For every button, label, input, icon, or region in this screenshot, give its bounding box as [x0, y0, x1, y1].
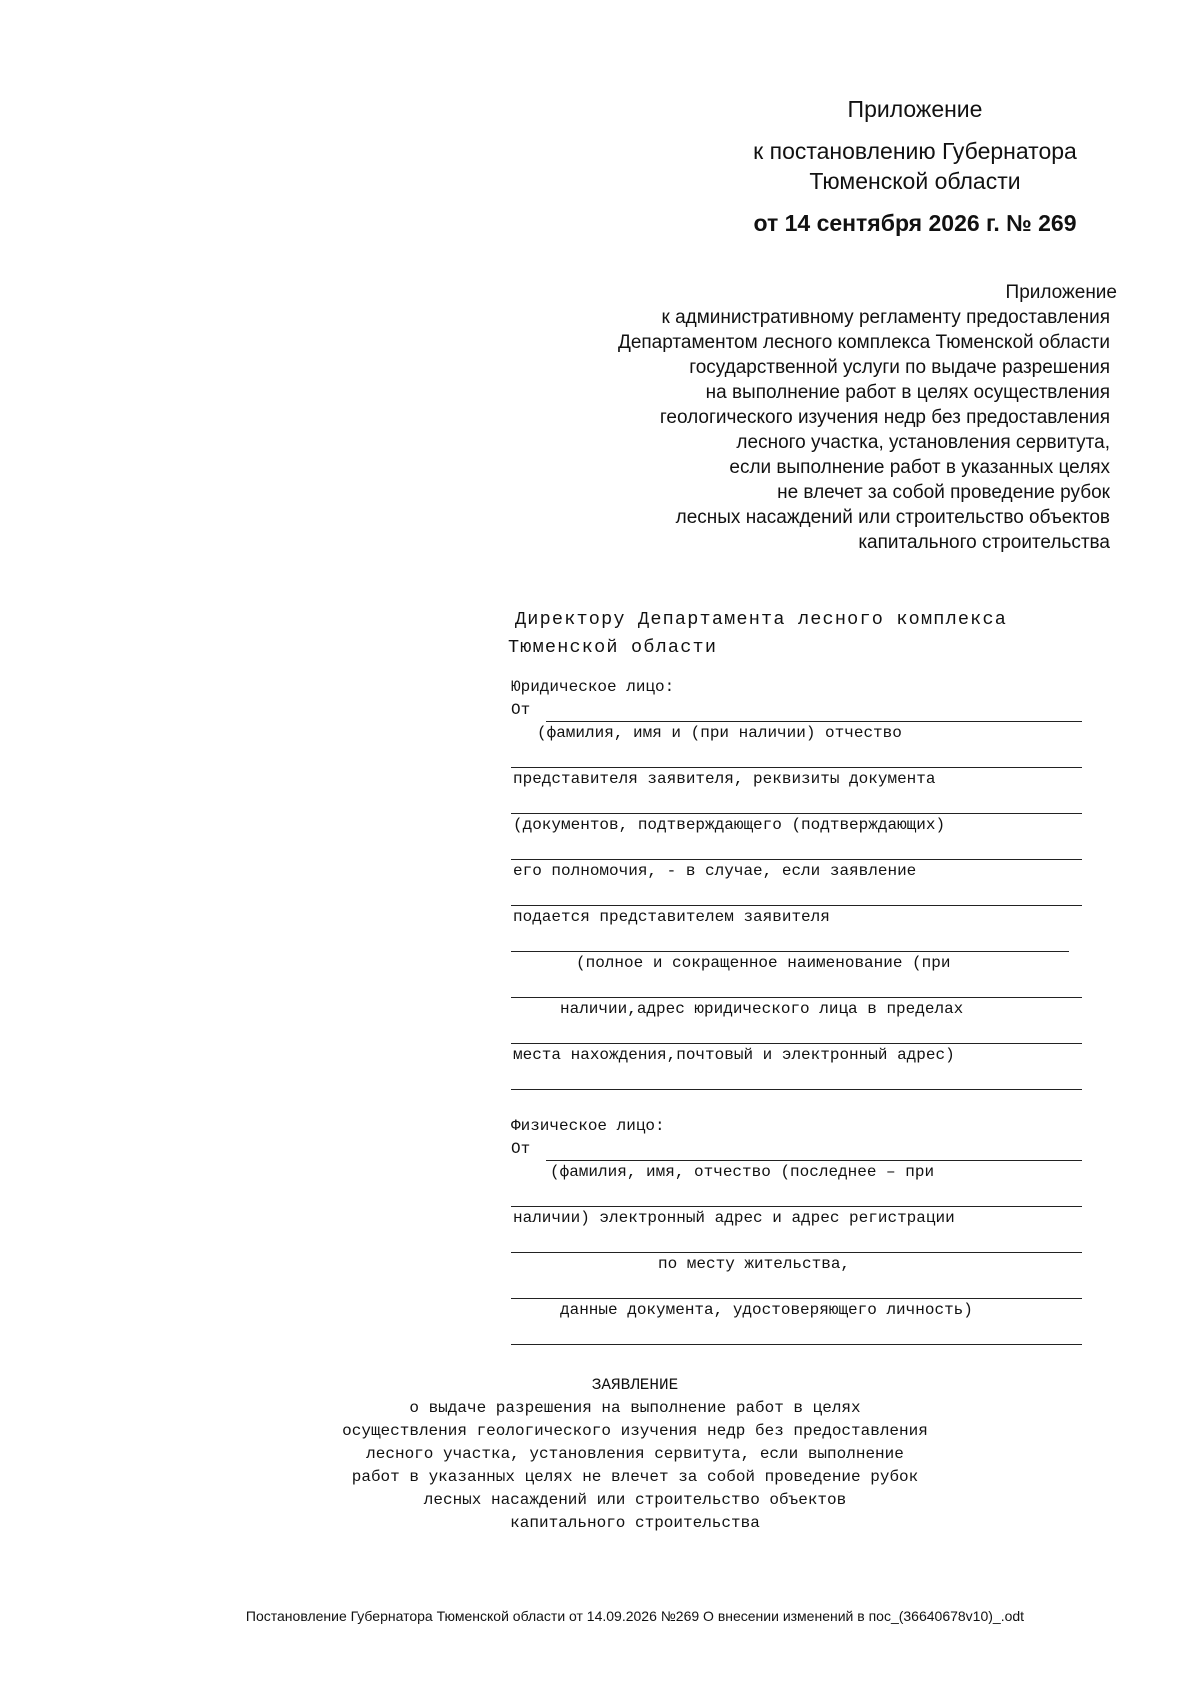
- addressee-line: Директору Департамента лесного комплекса: [515, 609, 1008, 630]
- field-hint: по месту жительства,: [658, 1255, 851, 1273]
- legal-entity-name-field[interactable]: [546, 721, 1082, 722]
- statement-line: лесных насаждений или строительство объектов: [423, 1491, 847, 1509]
- appendix-region-line: Тюменской области: [809, 168, 1021, 194]
- statement-line: капитального строительства: [510, 1514, 760, 1532]
- legal-entity-field-line[interactable]: [511, 997, 1082, 998]
- regulation-line: Департаментом лесного комплекса Тюменской области: [617, 332, 1110, 353]
- field-hint: места нахождения,почтовый и электронный адрес): [513, 1046, 955, 1064]
- legal-entity-field-line[interactable]: [511, 813, 1082, 814]
- statement-title: ЗАЯВЛЕНИЕ: [591, 1376, 679, 1394]
- individual-field-line[interactable]: [511, 1344, 1082, 1345]
- field-hint: (фамилия, имя, отчество (последнее – при: [550, 1163, 935, 1181]
- legal-entity-field-line[interactable]: [511, 1043, 1082, 1044]
- individual-name-field[interactable]: [546, 1160, 1082, 1161]
- document-footer: Постановление Губернатора Тюменской области от 14.09.2026 №269 О внесении изменений в пос_(36640678v10)_.odt: [245, 1608, 1025, 1624]
- individual-field-line[interactable]: [511, 1206, 1082, 1207]
- field-hint: (фамилия, имя и (при наличии) отчество: [537, 724, 902, 742]
- individual-field-line[interactable]: [511, 1298, 1082, 1299]
- legal-entity-field-line[interactable]: [511, 905, 1082, 906]
- regulation-line: на выполнение работ в целях осуществления: [705, 382, 1110, 403]
- appendix-date-line: от 14 сентября 2026 г. № 269: [753, 210, 1077, 236]
- legal-entity-field-line[interactable]: [511, 859, 1082, 860]
- legal-entity-field-line[interactable]: [511, 1089, 1082, 1090]
- legal-entity-from-label: От: [511, 701, 531, 719]
- statement-line: работ в указанных целях не влечет за собой проведение рубок: [351, 1468, 919, 1486]
- regulation-title: Приложение: [1005, 282, 1117, 303]
- field-hint: (полное и сокращенное наименование (при: [576, 954, 951, 972]
- individual-from-label: От: [511, 1140, 531, 1158]
- statement-line: о выдаче разрешения на выполнение работ в целях: [409, 1399, 861, 1417]
- regulation-line: к административному регламенту предоставления: [661, 307, 1110, 328]
- appendix-decree-line: к постановлению Губернатора: [753, 138, 1077, 164]
- field-hint: наличии,адрес юридического лица в пределах: [560, 1000, 964, 1018]
- regulation-line: государственной услуги по выдаче разрешения: [689, 357, 1110, 378]
- regulation-line: геологического изучения недр без предоставления: [659, 407, 1110, 428]
- field-hint: (документов, подтверждающего (подтверждающих): [513, 816, 946, 834]
- field-hint: представителя заявителя, реквизиты документа: [513, 770, 936, 788]
- addressee-line: Тюменской области: [508, 637, 718, 658]
- legal-entity-field-line[interactable]: [511, 951, 1069, 952]
- regulation-line: лесного участка, установления сервитута,: [736, 432, 1110, 453]
- statement-line: осуществления геологического изучения недр без предоставления: [342, 1422, 928, 1440]
- regulation-line: если выполнение работ в указанных целях: [729, 457, 1110, 478]
- individual-heading: Физическое лицо:: [511, 1117, 665, 1135]
- regulation-line: не влечет за собой проведение рубок: [777, 482, 1110, 503]
- field-hint: данные документа, удостоверяющего личность): [560, 1301, 973, 1319]
- appendix-title: Приложение: [847, 96, 983, 122]
- statement-line: лесного участка, установления сервитута, если выполнение: [366, 1445, 904, 1463]
- legal-entity-field-line[interactable]: [511, 767, 1082, 768]
- field-hint: его полномочия, - в случае, если заявление: [513, 862, 917, 880]
- regulation-line: капитального строительства: [858, 532, 1110, 553]
- field-hint: подается представителем заявителя: [513, 908, 830, 926]
- regulation-line: лесных насаждений или строительство объектов: [675, 507, 1110, 528]
- field-hint: наличии) электронный адрес и адрес регистрации: [513, 1209, 955, 1227]
- individual-field-line[interactable]: [511, 1252, 1082, 1253]
- legal-entity-heading: Юридическое лицо:: [511, 678, 675, 696]
